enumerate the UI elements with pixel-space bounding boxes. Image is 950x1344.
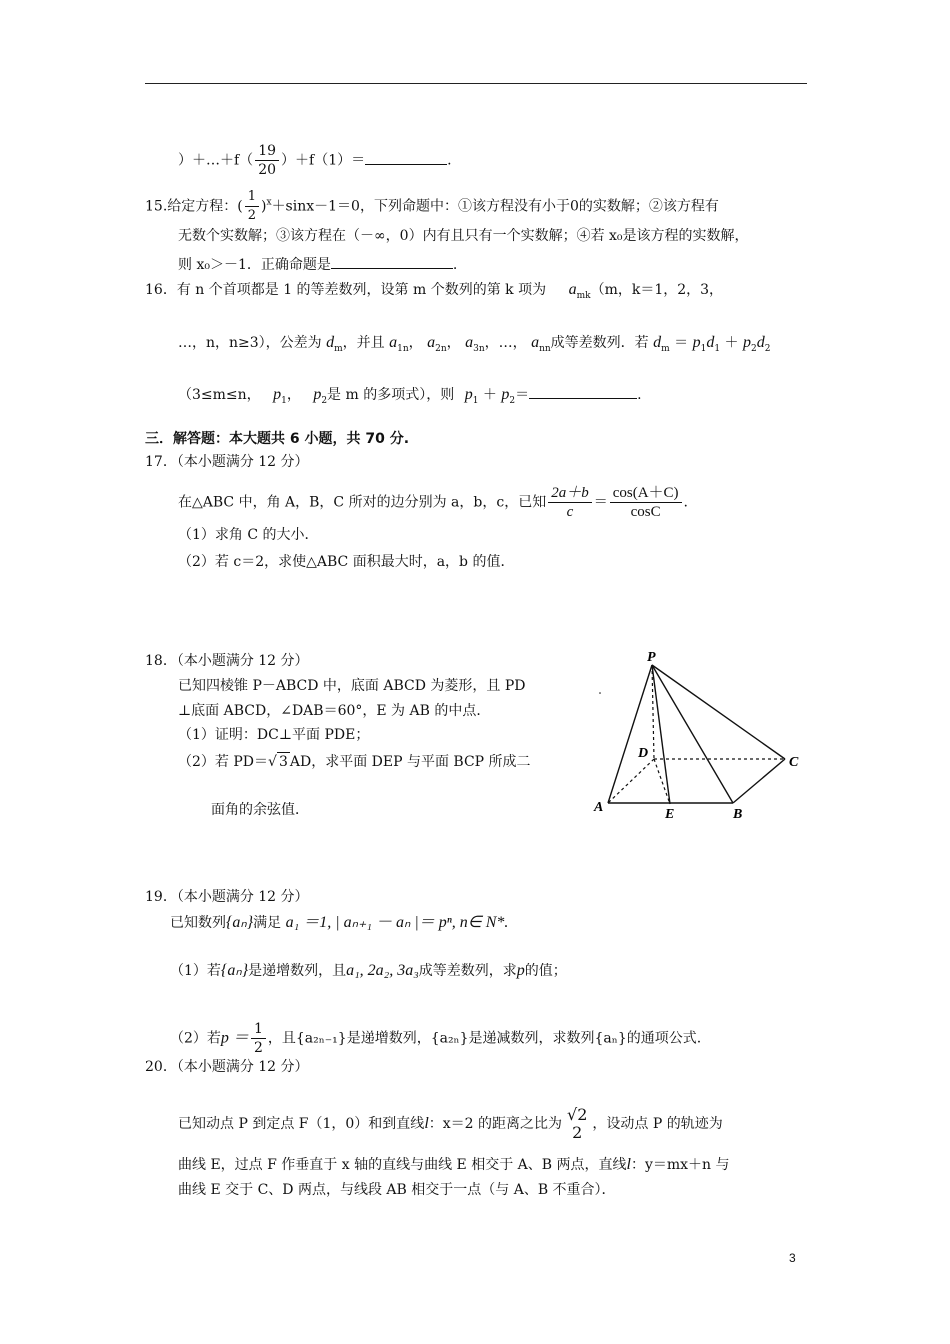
q14-blank [365,150,447,165]
q16-eq: ＝ [674,335,689,351]
q16-dm2-sub: m [661,344,670,354]
q16-sub-2n: 2n [435,344,447,354]
q16-p2-sub: 2 [750,344,757,354]
q15-line-3 [178,254,457,274]
q18-sqrt-sign: √ [268,754,277,770]
q17-frac-1-num: 2a＋b [548,484,592,503]
q16-p1c: p [464,386,473,403]
q15-blank [331,254,453,269]
q16-dm2: d [653,334,662,351]
q20-line-1 [178,1106,723,1142]
q16-a2n: a [427,334,436,351]
q19-text-p1a: （1）若 [170,963,221,979]
q16-p2c-sub: 2 [509,396,516,406]
q16-line-3 [178,384,642,410]
q16-text-b: （m，k＝1，2，3， [590,282,724,298]
q15-text-c: ＋sinx－1＝0，下列命题中：①该方程没有小于0的实数解；②该方程有 [271,198,719,215]
q15-line-2: 无数个实数解；③该方程在（－∞，0）内有且只有一个实数解；④若 x₀是该方程的实数解， [178,228,749,244]
q16-comma-1: ， [408,335,423,351]
q16-sub-1n: 1n [397,344,409,354]
q19-part-1 [170,962,567,980]
q16-text-3d: ＝ [515,387,530,403]
q15-text-3: 则 x₀＞－1．正确命题是 [178,257,331,273]
q15-half-num: 1 [245,188,259,207]
q16-line-2 [178,334,770,358]
q18-line-2: ⊥底面 ABCD，∠DAB＝60°，E 为 AB 的中点． [178,703,491,719]
q16-text-3b: ， [286,387,301,403]
q18-line-1: 已知四棱锥 P－ABCD 中，底面 ABCD 为菱形，且 PD [178,678,526,694]
edge-PE [652,665,670,804]
q16-p2b: p [313,386,322,403]
q20-line-2 [178,1156,730,1174]
q15-text-a: 给定方程：( [167,198,243,215]
q17-text-1: 在△ABC 中，角 A，B，C 所对的边分别为 a，b，c，已知 [178,494,547,511]
q20-header: 20．（本小题满分 12 分） [145,1059,309,1075]
q17-line-1 [178,484,688,521]
q20-text-1b: ：x＝2 的距离之比为 [428,1116,563,1132]
q19-half-den: 2 [253,1040,263,1056]
q16-sub-3n: 3n [473,344,485,354]
q14-fraction [255,142,279,179]
q19-text-1b: 满足 [253,915,282,931]
q19-p-eq: p ＝ [220,1029,249,1047]
q17-frac-2-num: cos(A＋C) [610,484,682,503]
q17-frac-1-den: c [566,504,574,520]
q14-text-a: ）＋…＋f（ [178,152,254,169]
header-rule [145,83,807,84]
q19-text-p2a: （2）若 [170,1030,221,1047]
q17-end: . [683,494,688,511]
q20-ratio-den: 2 [572,1123,583,1142]
q16-d1-sub: 1 [714,344,721,354]
section-3-title: 三．解答题：本大题共 6 小题，共 70 分. [145,431,410,447]
q19-half [251,1020,266,1057]
q19-line-1 [170,914,508,932]
q16-p1c-sub: 1 [472,396,479,406]
q18-part-3: 面角的余弦值． [211,802,309,818]
q20-text-2a: 曲线 E，过点 F 作垂直于 x 轴的直线与曲线 E 相交于 A、B 两点，直线 [178,1157,627,1173]
q16-d: d [326,334,335,351]
q16-d2: d [756,334,765,351]
q20-text-1a: 已知动点 P 到定点 F（1，0）和到直线 [178,1116,425,1132]
q19-seq-2: {aₙ} [220,962,249,979]
q16-d1: d [706,334,715,351]
q15-end: . [452,257,458,273]
label-P: P [647,650,656,665]
q20-l-2: l [626,1156,631,1173]
q20-ratio-num: √2 [567,1105,588,1124]
q19-seq: {aₙ} [226,914,254,931]
q19-text-p2c: ，且{a₂ₙ₋₁}是递增数列，{a₂ₙ}是递减数列，求数列{aₙ}的通项公式. [267,1030,702,1047]
q18-sqrt-3: 3 [278,754,288,770]
q15-paren: ) [261,198,267,215]
page-number: 3 [789,1251,796,1265]
q16-d2-sub: 2 [764,344,771,354]
q18-part-1: （1）证明：DC⊥平面 PDE； [178,727,370,743]
q16-comma-3: ， [484,335,499,351]
q16-blank [529,384,637,399]
q16-dm-sub: m [334,344,343,354]
q16-comma-2: ， [446,335,461,351]
q19-text-1a: 已知数列 [170,915,226,931]
q14-frac-num: 19 [255,142,279,161]
stray-dot [599,692,601,694]
q16-plus-2: ＋ [482,387,497,403]
q14-frac-den: 20 [258,162,277,178]
q20-line-3: 曲线 E 交于 C、D 两点，与线段 AB 相交于一点（与 A、B 不重合）． [178,1182,616,1198]
q16-end: . [637,387,642,403]
q16-mk: mk [576,291,591,301]
q16-p1b: p [273,386,282,403]
q20-l: l [424,1115,429,1132]
q16-a: a [568,281,577,298]
q16-text-2a: …，n，n≥3），公差为 [178,335,322,351]
q16-p1-sub: 1 [700,344,707,354]
q16-text-3a: （3≤m≤n， [178,387,261,403]
q14-tail [178,142,452,179]
q17-header: 17．（本小题满分 12 分） [145,454,309,470]
q16-number: 16． [145,282,177,298]
q15-half [245,188,259,225]
q16-comma-4: ， [512,335,527,351]
label-B: B [733,807,743,822]
edge-PB [652,665,733,803]
q16-p2: p [742,334,751,351]
q16-p1: p [692,334,701,351]
q17-eq: ＝ [593,494,608,511]
q19-text-p1f: 的值； [524,963,567,979]
q20-ratio [564,1106,590,1142]
q19-header: 19．（本小题满分 12 分） [145,889,309,905]
q19-terms: a₁, 2a₂, 3a₃ [346,962,419,979]
q16-text-2b: ，并且 [342,335,385,351]
pyramid-figure [590,645,810,825]
q17-part-2: （2）若 c＝2，求使△ABC 面积最大时，a，b 的值． [178,554,515,570]
q16-ann: a [531,334,540,351]
q16-a3n: a [465,334,474,351]
q14-end: . [447,152,452,169]
q16-p2c: p [501,386,510,403]
q14-text-b: ）＋f（1）＝ [281,152,366,169]
q17-part-1: （1）求角 C 的大小． [178,527,319,543]
q17-frac-2 [610,484,682,521]
q20-text-1c: ，设动点 P 的轨迹为 [592,1116,723,1132]
q19-text-p1d: 成等差数列，求 [418,963,517,979]
q15-number: 15. [145,198,168,215]
q16-p2b-sub: 2 [321,396,328,406]
q17-frac-1 [548,484,592,521]
q19-condition: a₁ ＝1, | aₙ₊₁ － aₙ |＝ pⁿ, n∈ N*. [285,914,509,931]
q16-line-1 [145,281,723,305]
edge-BC [733,759,785,803]
label-E: E [665,807,675,822]
edge-PA [608,665,652,803]
q16-ellipsis: … [498,335,513,351]
q20-text-2b: ：y＝mx＋n 与 [630,1157,730,1173]
label-D: D [638,746,649,761]
q19-part-2 [170,1020,701,1057]
q18-text-2a: （2）若 PD＝ [178,754,269,770]
q19-half-num: 1 [251,1020,266,1039]
q16-text-3c: 是 m 的多项式），则 [327,387,455,403]
q16-a1n: a [389,334,398,351]
q15-exp: x [266,197,272,208]
q15-line-1 [145,188,719,225]
label-C: C [789,755,799,770]
q16-text-a: 有 n 个首项都是 1 的等差数列，设第 m 个数列的第 k 项为 [176,282,547,298]
q18-part-2 [178,752,531,771]
q16-plus: ＋ [724,335,739,351]
q19-text-p1b: 是递增数列，且 [248,963,347,979]
q17-frac-2-den: cosC [630,504,661,520]
q15-half-den: 2 [247,208,257,223]
label-A: A [594,800,604,815]
q16-text-2c: 成等差数列．若 [550,335,649,351]
q18-header: 18．（本小题满分 12 分） [145,653,309,669]
edge-PC [652,665,785,759]
q18-text-2b: AD，求平面 DEP 与平面 BCP 所成二 [289,754,531,770]
q16-sub-nn: nn [539,344,551,354]
q16-p1b-sub: 1 [281,396,287,406]
q19-p: p [516,962,525,979]
